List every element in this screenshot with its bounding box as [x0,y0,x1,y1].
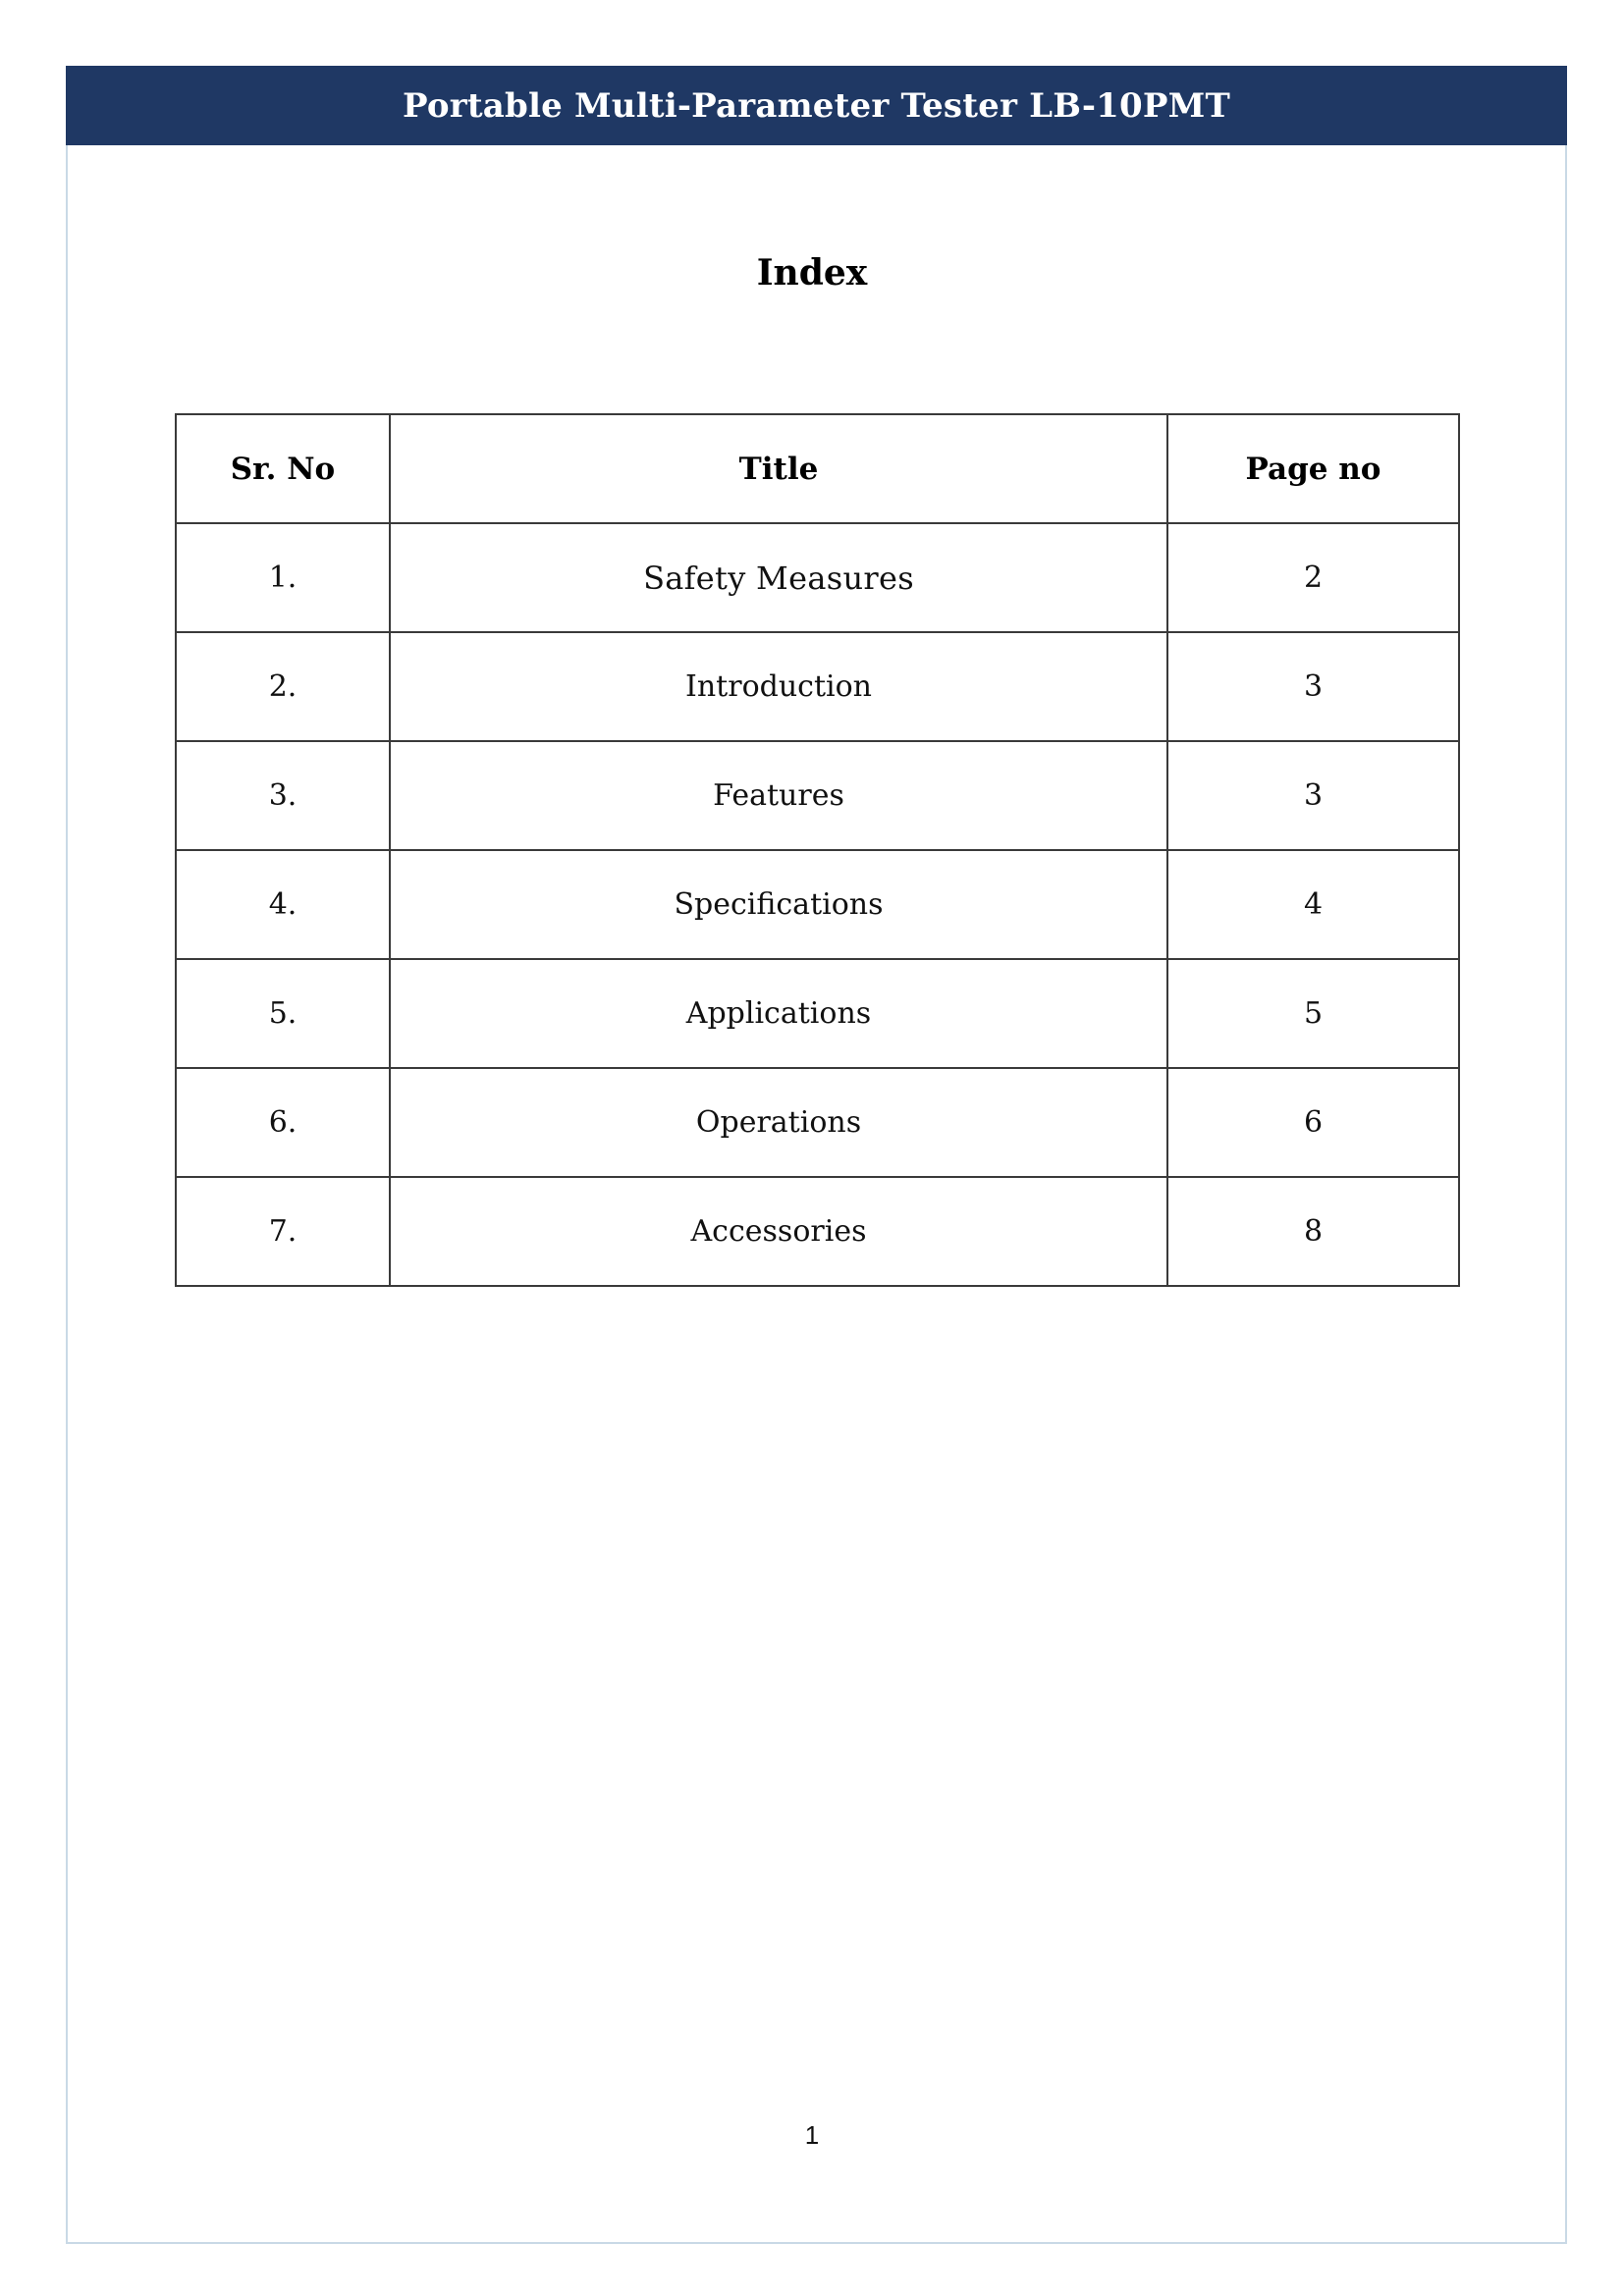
table-row [176,850,1459,959]
index-table [175,413,1460,1287]
table-row [176,1177,1459,1286]
page-number: 1 [804,2120,820,2150]
row-sr-no: 5. [176,959,390,1068]
row-title: Operations [390,1068,1167,1177]
row-sr-no: 7. [176,1177,390,1286]
row-page-no: 3 [1167,632,1459,741]
row-title: Specifications [390,850,1167,959]
index-heading: Index [756,252,868,294]
row-page-no: 2 [1167,523,1459,632]
document-title: Portable Multi-Parameter Tester LB-10PMT [403,85,1230,126]
row-page-no: 5 [1167,959,1459,1068]
row-sr-no: 1. [176,523,390,632]
row-title: Accessories [390,1177,1167,1286]
table-row [176,632,1459,741]
column-header-sr-no: Sr. No [176,414,390,523]
table-header-row [176,414,1459,523]
row-sr-no: 3. [176,741,390,850]
row-title: Introduction [390,632,1167,741]
row-page-no: 4 [1167,850,1459,959]
table-row [176,1068,1459,1177]
row-title: Applications [390,959,1167,1068]
row-sr-no: 2. [176,632,390,741]
row-page-no: 8 [1167,1177,1459,1286]
row-page-no: 6 [1167,1068,1459,1177]
row-sr-no: 6. [176,1068,390,1177]
row-title: Safety Measures [390,523,1167,632]
column-header-title: Title [390,414,1167,523]
table-row [176,523,1459,632]
header-band [66,66,1567,145]
column-header-page-no: Page no [1167,414,1459,523]
table-row [176,959,1459,1068]
row-sr-no: 4. [176,850,390,959]
row-title: Features [390,741,1167,850]
table-row [176,741,1459,850]
row-page-no: 3 [1167,741,1459,850]
